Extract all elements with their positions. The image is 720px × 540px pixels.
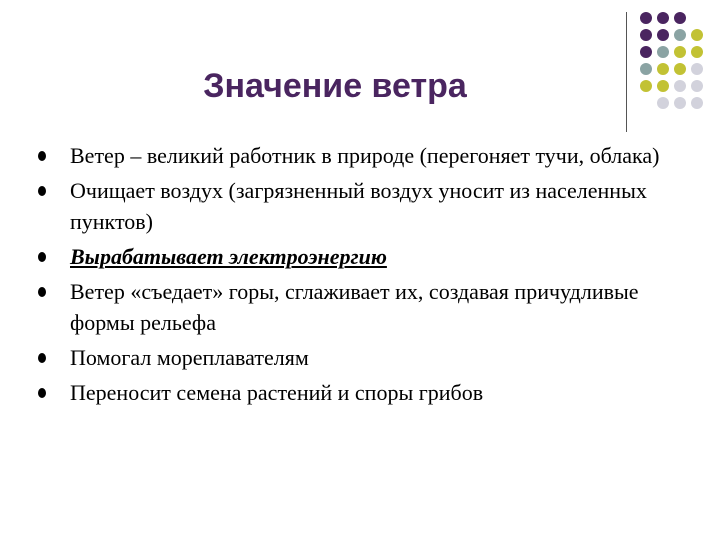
bullet-list (38, 140, 678, 412)
decorative-dot-grid (640, 12, 720, 122)
decorative-dot (657, 12, 669, 24)
bullet-text: Помогал мореплавателям (70, 345, 309, 370)
bullet-item (38, 342, 678, 373)
decorative-dot (674, 80, 686, 92)
bullet-item (38, 377, 678, 408)
bullet-text: Ветер – великий работник в природе (перегоняет тучи, облака) (70, 143, 660, 168)
decorative-dot (657, 97, 669, 109)
bullet-icon (38, 186, 46, 196)
decorative-dot (674, 46, 686, 58)
decorative-dot (657, 63, 669, 75)
decorative-dot (674, 29, 686, 41)
bullet-item (38, 241, 678, 272)
decorative-dot (657, 29, 669, 41)
decorative-dot (691, 80, 703, 92)
bullet-text: Вырабатывает электроэнергию (70, 244, 387, 269)
decorative-dot (674, 12, 686, 24)
bullet-text: Переносит семена растений и споры грибов (70, 380, 484, 405)
bullet-icon (38, 353, 46, 363)
bullet-icon (38, 252, 46, 262)
decorative-dot (691, 97, 703, 109)
bullet-item (38, 276, 678, 338)
bullet-icon (38, 151, 46, 161)
decorative-dot (674, 63, 686, 75)
decorative-dot (640, 12, 652, 24)
decorative-dot (674, 97, 686, 109)
vertical-divider (626, 12, 627, 132)
decorative-dot (640, 29, 652, 41)
bullet-item (38, 140, 678, 171)
decorative-dot (640, 46, 652, 58)
decorative-dot (657, 46, 669, 58)
decorative-dot (640, 63, 652, 75)
bullet-text: Очищает воздух (загрязненный воздух уносит из населенных пунктов) (70, 178, 647, 234)
decorative-dot (691, 63, 703, 75)
bullet-item (38, 175, 678, 237)
bullet-icon (38, 388, 46, 398)
decorative-dot (640, 80, 652, 92)
decorative-dot (691, 29, 703, 41)
bullet-text: Ветер «съедает» горы, сглаживает их, создавая причудливые формы рельефа (70, 279, 639, 335)
slide-title: Значение ветра (203, 67, 467, 105)
decorative-dot (691, 46, 703, 58)
decorative-dot (657, 80, 669, 92)
bullet-icon (38, 287, 46, 297)
